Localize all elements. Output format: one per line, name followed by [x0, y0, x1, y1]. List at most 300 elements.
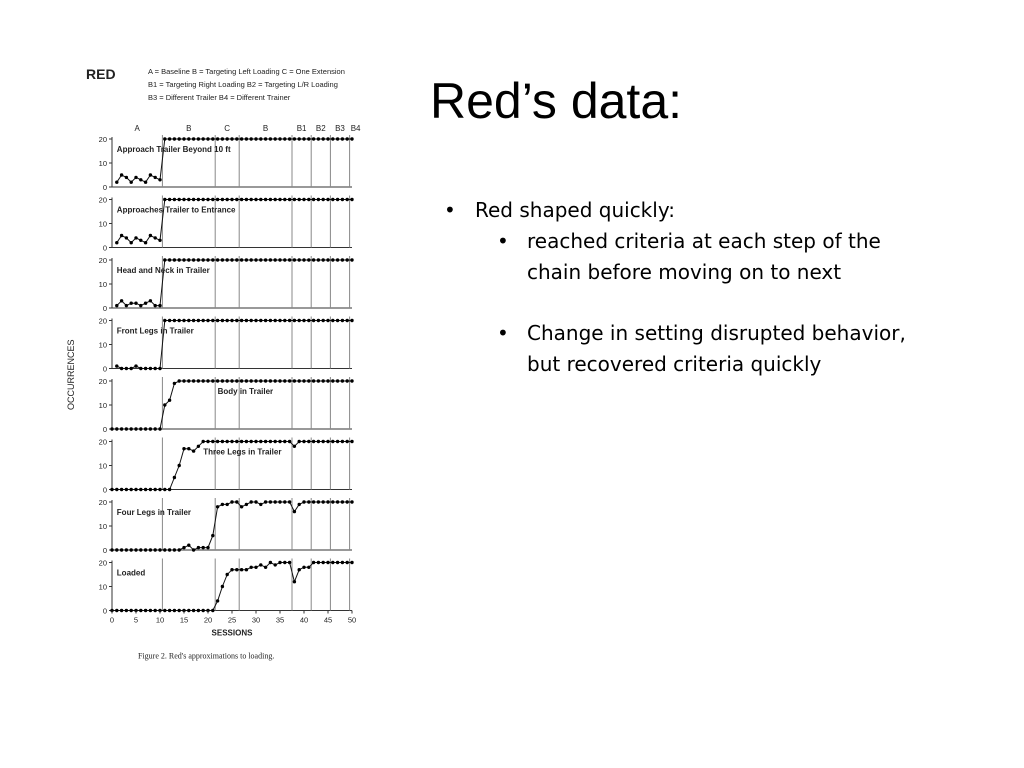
data-point — [216, 505, 219, 508]
data-point — [269, 440, 272, 443]
data-point — [158, 488, 161, 491]
data-point — [216, 258, 219, 261]
data-point — [269, 137, 272, 140]
panel-title: Approach Trailer Beyond 10 ft — [116, 145, 231, 154]
data-point — [250, 258, 253, 261]
panel-title: Body in Trailer — [217, 387, 274, 396]
data-point — [326, 319, 329, 322]
data-point — [331, 319, 334, 322]
data-point — [211, 137, 214, 140]
data-point — [197, 546, 200, 549]
data-point — [120, 367, 123, 370]
data-point — [197, 258, 200, 261]
data-point — [278, 500, 281, 503]
y-tick-label: 0 — [102, 364, 107, 374]
data-point — [336, 379, 339, 382]
data-point — [350, 198, 353, 201]
data-point — [283, 440, 286, 443]
data-point — [187, 319, 190, 322]
phase-label: B1 — [296, 124, 307, 133]
data-point — [206, 546, 209, 549]
data-point — [235, 440, 238, 443]
data-point — [134, 364, 137, 367]
data-point — [221, 379, 224, 382]
data-point — [139, 239, 142, 242]
phase-label: B — [186, 124, 192, 133]
y-tick-label: 20 — [98, 558, 107, 568]
data-point — [192, 258, 195, 261]
data-point — [182, 258, 185, 261]
data-point — [211, 258, 214, 261]
data-point — [326, 500, 329, 503]
data-point — [168, 609, 171, 612]
data-point — [264, 137, 267, 140]
data-point — [115, 609, 118, 612]
data-point — [130, 302, 133, 305]
data-point — [245, 503, 248, 506]
data-point — [288, 137, 291, 140]
data-point — [130, 367, 133, 370]
bullet-text: Change in setting disrupted behavior, but recovered criteria quickly — [527, 321, 906, 376]
data-point — [197, 609, 200, 612]
y-tick-label: 20 — [98, 135, 107, 144]
slide-title: Red’s data: — [430, 73, 683, 129]
data-point — [350, 440, 353, 443]
data-point — [302, 137, 305, 140]
data-point — [278, 258, 281, 261]
data-point — [341, 258, 344, 261]
data-point — [298, 379, 301, 382]
data-point — [139, 427, 142, 430]
data-point — [307, 319, 310, 322]
data-point — [235, 568, 238, 571]
data-point — [192, 137, 195, 140]
x-tick-label: 0 — [109, 615, 115, 625]
data-point — [202, 137, 205, 140]
data-point — [274, 198, 277, 201]
y-tick-label: 0 — [102, 425, 107, 434]
data-point — [331, 379, 334, 382]
data-point — [278, 198, 281, 201]
panel-title: Loaded — [116, 568, 146, 578]
data-point — [283, 319, 286, 322]
data-point — [250, 566, 253, 569]
data-point — [283, 379, 286, 382]
x-tick-label: 30 — [251, 615, 261, 625]
y-tick-label: 0 — [102, 183, 107, 192]
bullet-level2 — [440, 318, 930, 380]
data-point — [322, 500, 325, 503]
data-point — [211, 609, 214, 612]
x-tick-label: 20 — [203, 615, 213, 625]
data-point — [115, 488, 118, 491]
data-point — [288, 500, 291, 503]
data-point — [178, 258, 181, 261]
phase-label: C — [224, 124, 231, 133]
data-point — [283, 561, 286, 564]
data-point — [206, 319, 209, 322]
data-point — [336, 561, 339, 564]
data-point — [269, 379, 272, 382]
data-point — [293, 445, 296, 448]
data-point — [178, 609, 181, 612]
data-point — [302, 319, 305, 322]
data-point — [250, 379, 253, 382]
data-point — [163, 319, 166, 322]
data-point — [187, 258, 190, 261]
data-point — [125, 236, 128, 239]
data-point — [110, 548, 113, 551]
data-point — [230, 379, 233, 382]
data-point — [326, 137, 329, 140]
data-point — [350, 258, 353, 261]
data-point — [139, 367, 142, 370]
data-point — [298, 137, 301, 140]
data-point — [197, 379, 200, 382]
data-point — [158, 178, 161, 181]
data-point — [216, 198, 219, 201]
data-point — [154, 548, 157, 551]
data-point — [312, 440, 315, 443]
data-point — [346, 319, 349, 322]
data-point — [312, 319, 315, 322]
data-point — [293, 379, 296, 382]
y-tick-label: 10 — [98, 159, 107, 168]
bullet-text: reached criteria at each step of the chain before moving on to next — [527, 229, 881, 284]
data-point — [317, 198, 320, 201]
data-point — [298, 440, 301, 443]
data-point — [312, 561, 315, 564]
data-point — [293, 319, 296, 322]
data-point — [346, 561, 349, 564]
data-point — [326, 198, 329, 201]
data-point — [264, 440, 267, 443]
data-point — [341, 440, 344, 443]
bullet-glyph: • — [497, 321, 509, 345]
data-point — [115, 427, 118, 430]
figure-label: RED — [86, 66, 116, 82]
data-point — [134, 302, 137, 305]
x-axis-title: SESSIONS — [211, 628, 253, 638]
data-point — [125, 176, 128, 179]
phase-label: B4 — [350, 124, 361, 133]
data-point — [197, 137, 200, 140]
data-point — [206, 379, 209, 382]
y-tick-label: 10 — [98, 401, 107, 410]
data-point — [115, 181, 118, 184]
data-point — [240, 258, 243, 261]
data-point — [110, 427, 113, 430]
data-point — [341, 379, 344, 382]
data-point — [235, 137, 238, 140]
data-point — [206, 137, 209, 140]
data-point — [211, 379, 214, 382]
data-point — [250, 319, 253, 322]
data-point — [158, 548, 161, 551]
data-point — [278, 137, 281, 140]
data-point — [226, 258, 229, 261]
data-point — [341, 198, 344, 201]
data-point — [173, 476, 176, 479]
data-point — [144, 367, 147, 370]
data-point — [317, 319, 320, 322]
data-point — [322, 561, 325, 564]
data-point — [312, 137, 315, 140]
data-point — [240, 568, 243, 571]
data-point — [163, 488, 166, 491]
data-point — [192, 609, 195, 612]
data-point — [322, 198, 325, 201]
data-point — [307, 137, 310, 140]
data-point — [134, 548, 137, 551]
data-point — [259, 379, 262, 382]
y-tick-label: 20 — [98, 256, 107, 265]
data-point — [149, 367, 152, 370]
data-point — [226, 319, 229, 322]
data-point — [178, 379, 181, 382]
data-point — [149, 299, 152, 302]
data-point — [240, 319, 243, 322]
data-point — [226, 440, 229, 443]
data-point — [346, 198, 349, 201]
data-point — [245, 258, 248, 261]
data-point — [317, 258, 320, 261]
data-point — [235, 198, 238, 201]
data-point — [350, 561, 353, 564]
data-point — [317, 561, 320, 564]
data-point — [144, 548, 147, 551]
data-point — [125, 548, 128, 551]
data-point — [130, 488, 133, 491]
bullet-glyph: • — [444, 198, 456, 222]
data-point — [221, 440, 224, 443]
data-point — [274, 500, 277, 503]
data-point — [245, 137, 248, 140]
data-point — [269, 500, 272, 503]
data-point — [120, 234, 123, 237]
phase-label: B — [262, 124, 269, 133]
data-point — [168, 548, 171, 551]
data-point — [322, 258, 325, 261]
data-point — [293, 580, 296, 583]
data-point — [154, 176, 157, 179]
data-point — [269, 258, 272, 261]
data-point — [163, 198, 166, 201]
data-point — [187, 447, 190, 450]
data-point — [312, 379, 315, 382]
data-point — [110, 488, 113, 491]
data-point — [226, 198, 229, 201]
data-point — [211, 198, 214, 201]
data-point — [322, 379, 325, 382]
data-point — [317, 440, 320, 443]
x-tick-label: 10 — [155, 615, 165, 625]
data-point — [250, 440, 253, 443]
x-tick-label: 15 — [179, 615, 189, 625]
data-point — [178, 464, 181, 467]
data-point — [307, 198, 310, 201]
data-point — [336, 440, 339, 443]
data-point — [202, 379, 205, 382]
data-point — [221, 319, 224, 322]
data-point — [331, 137, 334, 140]
data-point — [158, 427, 161, 430]
data-point — [307, 379, 310, 382]
data-point — [221, 198, 224, 201]
data-point — [182, 137, 185, 140]
data-point — [302, 198, 305, 201]
data-point — [163, 403, 166, 406]
data-point — [226, 137, 229, 140]
x-tick-label: 50 — [347, 615, 357, 625]
data-point — [197, 445, 200, 448]
data-point — [293, 258, 296, 261]
data-point — [230, 137, 233, 140]
data-point — [154, 488, 157, 491]
data-point — [173, 198, 176, 201]
data-point — [182, 319, 185, 322]
data-point — [173, 319, 176, 322]
data-point — [278, 319, 281, 322]
data-point — [341, 137, 344, 140]
data-point — [245, 440, 248, 443]
data-point — [302, 258, 305, 261]
data-point — [350, 137, 353, 140]
y-tick-label: 0 — [102, 485, 107, 495]
data-point — [278, 561, 281, 564]
data-point — [326, 258, 329, 261]
data-point — [307, 566, 310, 569]
data-point — [144, 302, 147, 305]
y-tick-label: 20 — [98, 195, 107, 205]
y-tick-label: 0 — [102, 304, 107, 313]
panel-title: Three Legs in Trailer — [203, 447, 282, 457]
data-point — [226, 379, 229, 382]
data-point — [120, 609, 123, 612]
data-point — [254, 137, 257, 140]
data-point — [302, 500, 305, 503]
data-point — [216, 599, 219, 602]
data-point — [322, 319, 325, 322]
legend-line: A = Baseline B = Targeting Left Loading C = One Extension — [148, 67, 345, 76]
data-point — [120, 427, 123, 430]
data-point — [259, 319, 262, 322]
data-point — [216, 319, 219, 322]
data-point — [283, 500, 286, 503]
panel-title: Approaches Trailer to Entrance — [116, 205, 236, 215]
data-point — [259, 503, 262, 506]
data-point — [144, 609, 147, 612]
data-point — [139, 178, 142, 181]
data-point — [154, 609, 157, 612]
data-point — [163, 137, 166, 140]
data-point — [197, 198, 200, 201]
data-point — [149, 609, 152, 612]
data-point — [293, 198, 296, 201]
data-point — [144, 488, 147, 491]
data-point — [259, 440, 262, 443]
data-point — [192, 319, 195, 322]
data-point — [312, 198, 315, 201]
y-tick-label: 10 — [98, 461, 107, 471]
x-tick-label: 35 — [275, 615, 285, 625]
phase-label: B2 — [315, 124, 326, 133]
data-point — [182, 546, 185, 549]
panel-title: Head and Neck in Trailer — [116, 266, 210, 275]
bullet-glyph: • — [497, 229, 509, 253]
data-point — [350, 319, 353, 322]
data-point — [134, 427, 137, 430]
y-axis-title: OCCURRENCES — [66, 339, 76, 411]
data-point — [283, 258, 286, 261]
data-point — [202, 609, 205, 612]
data-point — [182, 198, 185, 201]
data-point — [326, 440, 329, 443]
y-tick-label: 10 — [98, 522, 107, 531]
data-point — [154, 367, 157, 370]
data-point — [130, 609, 133, 612]
data-point — [307, 440, 310, 443]
data-point — [202, 198, 205, 201]
data-point — [139, 548, 142, 551]
y-tick-label: 10 — [98, 280, 107, 289]
data-point — [350, 500, 353, 503]
data-point — [298, 503, 301, 506]
data-point — [245, 568, 248, 571]
data-point — [182, 447, 185, 450]
y-tick-label: 0 — [102, 243, 107, 253]
data-point — [168, 198, 171, 201]
panel-title: Front Legs in Trailer — [116, 326, 194, 336]
data-point — [250, 198, 253, 201]
data-point — [336, 500, 339, 503]
data-point — [230, 198, 233, 201]
data-point — [293, 510, 296, 513]
phase-label: B3 — [335, 124, 345, 133]
data-point — [187, 137, 190, 140]
data-point — [197, 319, 200, 322]
x-tick-label: 40 — [299, 615, 309, 625]
data-point — [298, 568, 301, 571]
data-point — [120, 488, 123, 491]
data-point — [216, 440, 219, 443]
data-point — [163, 548, 166, 551]
data-point — [274, 319, 277, 322]
data-point — [125, 427, 128, 430]
data-point — [130, 427, 133, 430]
data-point — [130, 181, 133, 184]
data-point — [288, 379, 291, 382]
data-point — [144, 181, 147, 184]
data-point — [206, 440, 209, 443]
data-point — [168, 399, 171, 402]
data-point — [269, 198, 272, 201]
data-point — [187, 379, 190, 382]
data-point — [230, 440, 233, 443]
data-point — [221, 585, 224, 588]
data-point — [115, 304, 118, 307]
data-point — [283, 198, 286, 201]
data-point — [192, 198, 195, 201]
data-point — [192, 548, 195, 551]
bullet-list — [440, 195, 930, 380]
data-point — [240, 440, 243, 443]
data-point — [139, 488, 142, 491]
data-point — [250, 137, 253, 140]
data-point — [173, 137, 176, 140]
data-point — [326, 379, 329, 382]
data-point — [302, 566, 305, 569]
